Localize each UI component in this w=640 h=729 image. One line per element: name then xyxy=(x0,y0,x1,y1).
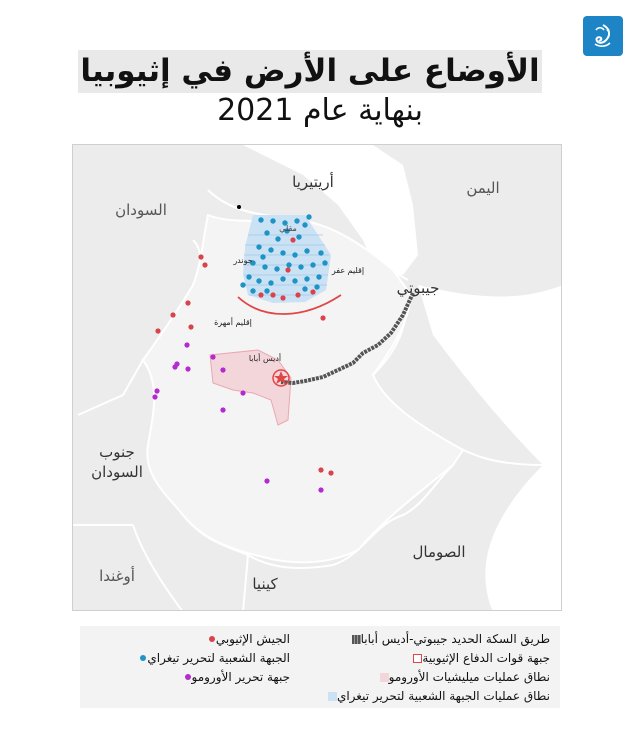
page-subtitle: بنهاية عام 2021 xyxy=(217,93,423,128)
legend-label: طريق السكة الحديد جيبوتي-أديس أبابا xyxy=(360,632,550,646)
label-kenya: كينيا xyxy=(252,575,278,593)
blue-dot-icon xyxy=(140,655,146,661)
label-south-sudan-1: جنوب xyxy=(99,443,135,461)
label-sudan: السودان xyxy=(115,201,167,219)
label-somalia: الصومال xyxy=(412,543,466,561)
legend-label: نطاق عمليات الجبهة الشعبية لتحرير تيغراي xyxy=(336,689,550,703)
legend-label: نطاق عمليات ميليشيات الأورومو xyxy=(388,670,550,684)
label-gondar: جوندر xyxy=(233,256,253,265)
label-yemen: اليمن xyxy=(466,179,500,197)
label-afar-region: إقليم عفر xyxy=(331,266,365,275)
label-south-sudan-2: السودان xyxy=(91,463,143,481)
legend-item-olf xyxy=(179,670,291,684)
ethiopia-map xyxy=(72,144,562,611)
label-djibouti: جيبوتي xyxy=(396,279,440,297)
map-legend xyxy=(80,626,560,708)
legend-label: جبهة تحرير الأورومو xyxy=(191,670,290,684)
red-outline-square-icon xyxy=(413,654,422,663)
label-mekelle: مقلي xyxy=(279,224,297,233)
blue-square-icon xyxy=(328,692,337,701)
legend-item-railway xyxy=(346,632,550,646)
legend-item-oromo-area xyxy=(374,670,550,684)
legend-label: الجيش الإثيوبي xyxy=(215,632,290,646)
railway-icon xyxy=(352,635,361,644)
label-addis-ababa: أديس أبابا xyxy=(248,354,282,363)
purple-dot-icon xyxy=(185,674,191,680)
red-dot-icon xyxy=(209,636,215,642)
legend-item-tplf xyxy=(134,651,290,665)
label-eritrea: أريتيريا xyxy=(292,173,334,191)
legend-label: جبهة قوات الدفاع الإثيوبية xyxy=(422,651,550,665)
page-title: الأوضاع على الأرض في إثيوبيا xyxy=(80,53,540,89)
label-uganda: أوغندا xyxy=(99,567,135,585)
al-jazeera-logo-icon xyxy=(583,16,623,56)
legend-label: الجبهة الشعبية لتحرير تيغراي xyxy=(147,651,290,665)
legend-item-defense-front xyxy=(407,651,550,665)
legend-item-ethiopian-army xyxy=(203,632,290,646)
pink-square-icon xyxy=(380,673,389,682)
label-amhara-region: إقليم أمهرة xyxy=(214,318,252,327)
gondar-marker xyxy=(237,205,241,209)
legend-item-tplf-area xyxy=(322,689,550,703)
